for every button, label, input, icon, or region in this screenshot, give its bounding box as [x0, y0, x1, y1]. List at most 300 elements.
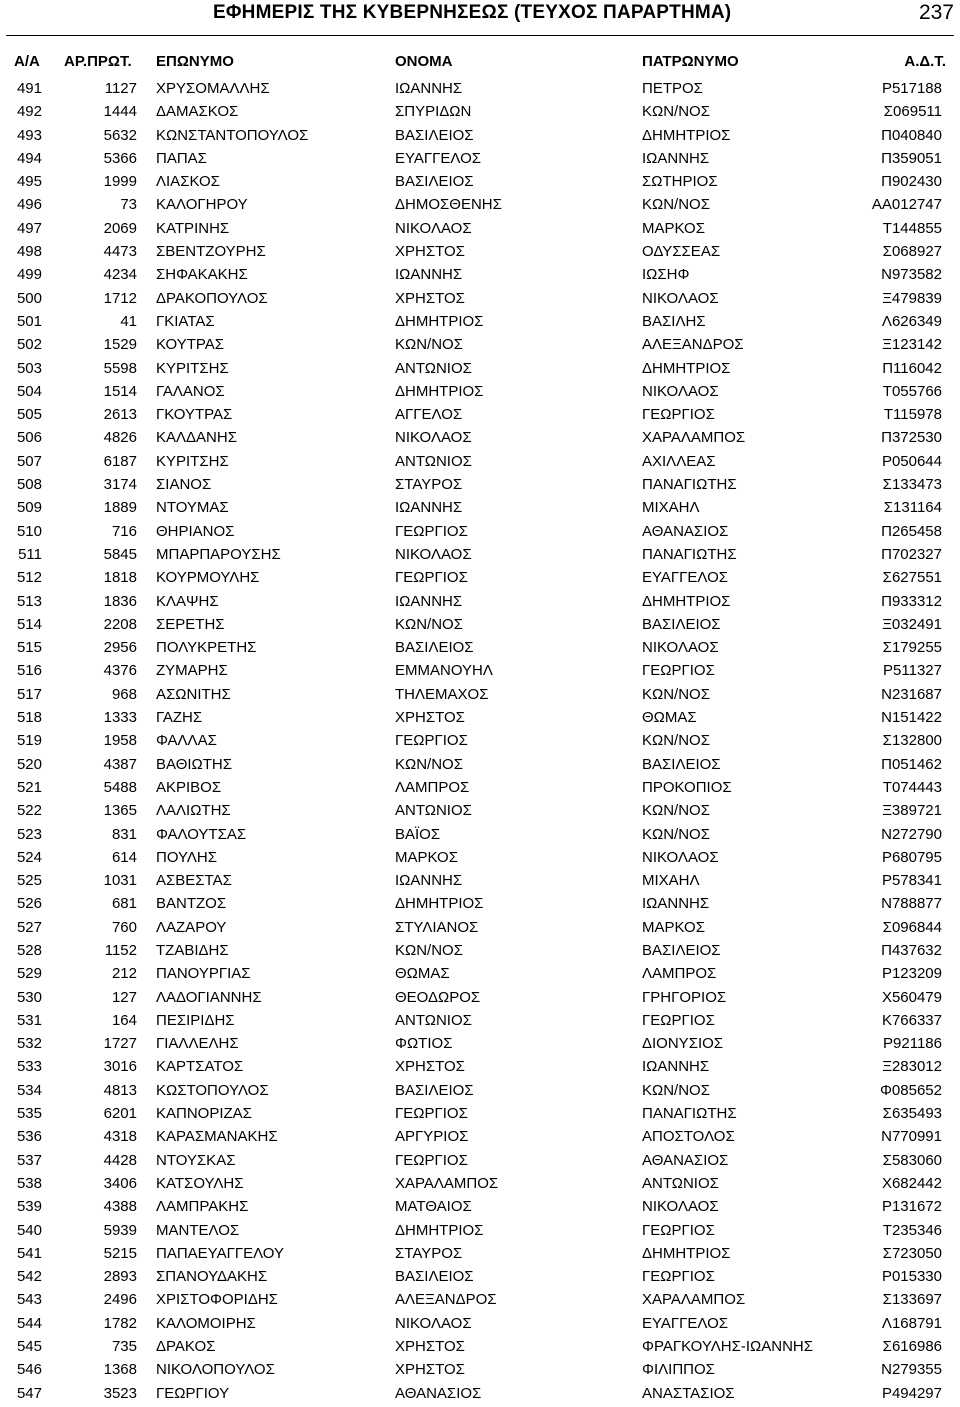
cell-father-name: ΕΥΑΓΓΕΛΟΣ: [642, 569, 729, 587]
table-row: [0, 1197, 960, 1220]
cell-first-name: ΧΡΗΣΤΟΣ: [395, 1338, 465, 1356]
gazette-title: ΕΦΗΜΕΡΙΣ ΤΗΣ ΚΥΒΕΡΝΗΣΕΩΣ (ΤΕΥΧΟΣ ΠΑΡΑΡΤΗΜΑ): [213, 2, 732, 23]
cell-id-number: Σ131164: [883, 499, 942, 517]
table-row: [0, 661, 960, 684]
table-row: [0, 1267, 960, 1290]
cell-father-name: ΝΙΚΟΛΑΟΣ: [642, 289, 719, 307]
cell-father-name: ΜΑΡΚΟΣ: [642, 219, 705, 237]
cell-aa: 515: [16, 639, 42, 657]
cell-id-number: Σ627551: [882, 569, 942, 587]
cell-surname: ΠΑΠΑΣ: [156, 149, 207, 167]
cell-father-name: ΕΥΑΓΓΕΛΟΣ: [642, 1314, 729, 1332]
cell-protocol-number: 164: [111, 1011, 137, 1029]
cell-first-name: ΜΑΡΚΟΣ: [395, 848, 458, 866]
cell-aa: 519: [16, 732, 42, 750]
cell-surname: ΠΕΣΙΡΙΔΗΣ: [156, 1011, 235, 1029]
cell-aa: 523: [16, 825, 42, 843]
cell-first-name: ΦΩΤΙΟΣ: [395, 1035, 453, 1053]
cell-id-number: Τ115978: [883, 406, 942, 424]
cell-id-number: Τ055766: [882, 382, 942, 400]
cell-aa: 492: [16, 103, 42, 121]
cell-aa: 533: [16, 1058, 42, 1076]
cell-father-name: ΓΕΩΡΓΙΟΣ: [642, 1268, 715, 1286]
cell-id-number: Σ635493: [882, 1105, 942, 1123]
cell-father-name: ΝΙΚΟΛΑΟΣ: [642, 382, 719, 400]
cell-protocol-number: 4387: [103, 755, 137, 773]
cell-id-number: Λ168791: [881, 1314, 942, 1332]
cell-id-number: Ρ511327: [883, 662, 942, 680]
cell-protocol-number: 1889: [103, 499, 137, 517]
cell-id-number: Τ074443: [882, 778, 942, 796]
table-row: [0, 522, 960, 545]
cell-surname: ΚΛΑΨΗΣ: [156, 592, 219, 610]
cell-id-number: Π702327: [881, 545, 942, 563]
cell-id-number: Τ144855: [882, 219, 942, 237]
cell-id-number: Ν770991: [881, 1128, 942, 1146]
cell-surname: ΧΡΙΣΤΟΦΟΡΙΔΗΣ: [156, 1291, 278, 1309]
cell-id-number: Ρ517188: [881, 80, 942, 97]
cell-protocol-number: 1727: [103, 1035, 137, 1053]
cell-father-name: ΠΑΝΑΓΙΩΤΗΣ: [642, 545, 737, 563]
cell-first-name: ΙΩΑΝΝΗΣ: [395, 266, 463, 284]
cell-surname: ΣΙΑΝΟΣ: [156, 476, 212, 494]
cell-id-number: Σ133473: [882, 476, 942, 494]
cell-surname: ΚΑΛΟΓΗΡΟΥ: [156, 196, 248, 214]
cell-aa: 529: [16, 965, 42, 983]
cell-id-number: Ξ032491: [882, 615, 942, 633]
table-row: [0, 1151, 960, 1174]
cell-first-name: ΔΗΜΗΤΡΙΟΣ: [395, 1221, 484, 1239]
cell-id-number: Σ068927: [882, 243, 942, 261]
cell-surname: ΒΑΘΙΩΤΗΣ: [156, 755, 233, 773]
cell-father-name: ΠΡΟΚΟΠΙΟΣ: [642, 778, 732, 796]
cell-father-name: ΝΙΚΟΛΑΟΣ: [642, 848, 719, 866]
cell-id-number: Σ616986: [882, 1338, 942, 1356]
cell-protocol-number: 760: [111, 918, 137, 936]
cell-surname: ΚΥΡΙΤΣΗΣ: [156, 359, 229, 377]
cell-aa: 494: [16, 149, 42, 167]
cell-first-name: ΝΙΚΟΛΑΟΣ: [395, 545, 472, 563]
cell-father-name: ΓΕΩΡΓΙΟΣ: [642, 1011, 715, 1029]
table-row: [0, 708, 960, 731]
cell-aa: 500: [16, 289, 42, 307]
cell-first-name: ΙΩΑΝΝΗΣ: [395, 499, 463, 517]
cell-protocol-number: 2613: [103, 406, 137, 424]
cell-surname: ΓΕΩΡΓΙΟΥ: [156, 1384, 230, 1402]
cell-aa: 493: [16, 126, 42, 144]
cell-protocol-number: 3174: [103, 476, 137, 494]
cell-father-name: ΓΕΩΡΓΙΟΣ: [642, 662, 715, 680]
cell-first-name: ΒΑΣΙΛΕΙΟΣ: [395, 639, 474, 657]
cell-id-number: Φ085652: [879, 1081, 942, 1099]
cell-father-name: ΒΑΣΙΛΕΙΟΣ: [642, 755, 721, 773]
cell-father-name: ΠΑΝΑΓΙΩΤΗΣ: [642, 1105, 737, 1123]
cell-protocol-number: 1031: [103, 872, 137, 890]
cell-first-name: ΔΗΜΟΣΘΕΝΗΣ: [395, 196, 502, 214]
cell-protocol-number: 5939: [103, 1221, 137, 1239]
cell-aa: 518: [16, 709, 42, 727]
cell-surname: ΠΑΠΑΕΥΑΓΓΕΛΟΥ: [156, 1244, 284, 1262]
table-row: [0, 498, 960, 521]
table-row: [0, 1174, 960, 1197]
cell-id-number: Ν788877: [881, 895, 942, 913]
cell-surname: ΚΑΡΑΣΜΑΝΑΚΗΣ: [156, 1128, 278, 1146]
cell-protocol-number: 5366: [103, 149, 137, 167]
cell-first-name: ΓΕΩΡΓΙΟΣ: [395, 1151, 468, 1169]
cell-aa: 520: [16, 755, 42, 773]
cell-first-name: ΣΠΥΡΙΔΩΝ: [395, 103, 472, 121]
cell-protocol-number: 212: [111, 965, 137, 983]
cell-father-name: ΜΙΧΑΗΛ: [642, 499, 700, 517]
cell-aa: 542: [16, 1268, 42, 1286]
cell-first-name: ΧΡΗΣΤΟΣ: [395, 289, 465, 307]
cell-id-number: Σ096844: [882, 918, 942, 936]
cell-aa: 502: [16, 336, 42, 354]
cell-first-name: ΑΝΤΩΝΙΟΣ: [395, 359, 472, 377]
cell-protocol-number: 3523: [103, 1384, 137, 1402]
cell-id-number: Ν231687: [881, 685, 942, 703]
cell-surname: ΑΣΩΝΙΤΗΣ: [156, 685, 231, 703]
cell-protocol-number: 3406: [103, 1174, 137, 1192]
cell-surname: ΔΡΑΚΟΠΟΥΛΟΣ: [156, 289, 268, 307]
table-row: [0, 871, 960, 894]
cell-father-name: ΑΛΕΞΑΝΔΡΟΣ: [642, 336, 744, 354]
cell-surname: ΒΑΝΤΖΟΣ: [156, 895, 227, 913]
cell-father-name: ΑΝΤΩΝΙΟΣ: [642, 1174, 719, 1192]
table-row: [0, 242, 960, 265]
cell-aa: 503: [16, 359, 42, 377]
cell-protocol-number: 2069: [103, 219, 137, 237]
cell-id-number: ΑΑ012747: [871, 196, 942, 214]
cell-id-number: Π040840: [881, 126, 942, 144]
cell-father-name: ΓΕΩΡΓΙΟΣ: [642, 1221, 715, 1239]
cell-id-number: Ρ921186: [883, 1035, 942, 1053]
cell-first-name: ΕΜΜΑΝΟΥΗΛ: [395, 662, 493, 680]
cell-id-number: Π051462: [881, 755, 942, 773]
table-row: [0, 638, 960, 661]
cell-protocol-number: 1836: [103, 592, 137, 610]
cell-father-name: ΦΡΑΓΚΟΥΛΗΣ-ΙΩΑΝΝΗΣ: [642, 1338, 814, 1356]
cell-protocol-number: 2893: [103, 1268, 137, 1286]
cell-first-name: ΓΕΩΡΓΙΟΣ: [395, 732, 468, 750]
table-row: [0, 988, 960, 1011]
cell-aa: 514: [16, 615, 42, 633]
cell-first-name: ΝΙΚΟΛΑΟΣ: [395, 219, 472, 237]
cell-aa: 536: [16, 1128, 42, 1146]
cell-father-name: ΑΘΑΝΑΣΙΟΣ: [642, 522, 729, 540]
cell-father-name: ΚΩΝ/ΝΟΣ: [642, 196, 710, 214]
cell-father-name: ΟΔΥΣΣΕΑΣ: [642, 243, 721, 261]
cell-surname: ΚΟΥΤΡΑΣ: [156, 336, 225, 354]
cell-aa: 537: [16, 1151, 42, 1169]
cell-protocol-number: 4428: [103, 1151, 137, 1169]
cell-aa: 496: [16, 196, 42, 214]
cell-father-name: ΒΑΣΙΛΕΙΟΣ: [642, 941, 721, 959]
cell-id-number: Ξ123142: [882, 336, 942, 354]
cell-father-name: ΠΑΝΑΓΙΩΤΗΣ: [642, 476, 737, 494]
cell-aa: 507: [16, 452, 42, 470]
cell-father-name: ΦΙΛΙΠΠΟΣ: [642, 1361, 715, 1379]
cell-protocol-number: 5215: [103, 1244, 137, 1262]
table-row: [0, 1011, 960, 1034]
table-row: [0, 918, 960, 941]
cell-father-name: ΜΑΡΚΟΣ: [642, 918, 705, 936]
cell-aa: 544: [16, 1314, 42, 1332]
cell-surname: ΣΕΡΕΤΗΣ: [156, 615, 225, 633]
cell-surname: ΑΣΒΕΣΤΑΣ: [156, 872, 232, 890]
cell-first-name: ΙΩΑΝΝΗΣ: [395, 872, 463, 890]
cell-first-name: ΣΤΥΛΙΑΝΟΣ: [395, 918, 479, 936]
cell-protocol-number: 6187: [103, 452, 137, 470]
cell-surname: ΚΥΡΙΤΣΗΣ: [156, 452, 229, 470]
cell-aa: 508: [16, 476, 42, 494]
cell-surname: ΛΑΖΑΡΟΥ: [156, 918, 227, 936]
cell-father-name: ΚΩΝ/ΝΟΣ: [642, 103, 710, 121]
cell-id-number: Π372530: [881, 429, 942, 447]
cell-id-number: Π437632: [881, 941, 942, 959]
cell-first-name: ΙΩΑΝΝΗΣ: [395, 80, 463, 97]
cell-aa: 516: [16, 662, 42, 680]
cell-protocol-number: 127: [111, 988, 137, 1006]
cell-protocol-number: 4388: [103, 1198, 137, 1216]
table-row: [0, 848, 960, 871]
cell-father-name: ΔΗΜΗΤΡΙΟΣ: [642, 592, 731, 610]
cell-aa: 543: [16, 1291, 42, 1309]
cell-protocol-number: 4234: [103, 266, 137, 284]
cell-father-name: ΜΙΧΑΗΛ: [642, 872, 700, 890]
cell-protocol-number: 681: [111, 895, 137, 913]
cell-surname: ΠΟΥΛΗΣ: [156, 848, 218, 866]
cell-aa: 538: [16, 1174, 42, 1192]
cell-first-name: ΚΩΝ/ΝΟΣ: [395, 755, 463, 773]
cell-surname: ΣΒΕΝΤΖΟΥΡΗΣ: [156, 243, 266, 261]
cell-surname: ΠΟΛΥΚΡΕΤΗΣ: [156, 639, 257, 657]
cell-aa: 531: [16, 1011, 42, 1029]
cell-protocol-number: 1712: [103, 289, 137, 307]
cell-protocol-number: 1368: [103, 1361, 137, 1379]
cell-id-number: Π116042: [882, 359, 942, 377]
cell-surname: ΝΙΚΟΛΟΠΟΥΛΟΣ: [156, 1361, 275, 1379]
cell-surname: ΤΖΑΒΙΔΗΣ: [156, 941, 229, 959]
cell-first-name: ΧΡΗΣΤΟΣ: [395, 1361, 465, 1379]
cell-first-name: ΑΘΑΝΑΣΙΟΣ: [395, 1384, 482, 1402]
cell-protocol-number: 2496: [103, 1291, 137, 1309]
cell-aa: 504: [16, 382, 42, 400]
cell-first-name: ΑΛΕΞΑΝΔΡΟΣ: [395, 1291, 497, 1309]
cell-first-name: ΣΤΑΥΡΟΣ: [395, 1244, 463, 1262]
table-row: [0, 1290, 960, 1313]
cell-id-number: Σ132800: [882, 732, 942, 750]
cell-first-name: ΓΕΩΡΓΙΟΣ: [395, 1105, 468, 1123]
column-header-id-number: Α.Δ.Τ.: [904, 53, 946, 70]
cell-aa: 501: [16, 312, 42, 330]
table-row: [0, 568, 960, 591]
cell-father-name: ΒΑΣΙΛΕΙΟΣ: [642, 615, 721, 633]
cell-first-name: ΔΗΜΗΤΡΙΟΣ: [395, 312, 484, 330]
cell-first-name: ΝΙΚΟΛΑΟΣ: [395, 1314, 472, 1332]
cell-protocol-number: 1152: [104, 941, 137, 959]
cell-father-name: ΓΡΗΓΟΡΙΟΣ: [642, 988, 727, 1006]
table-row: [0, 894, 960, 917]
cell-protocol-number: 5488: [103, 778, 137, 796]
cell-aa: 491: [16, 80, 42, 97]
table-row: [0, 359, 960, 382]
table-row: [0, 778, 960, 801]
cell-surname: ΚΑΛΔΑΝΗΣ: [156, 429, 237, 447]
cell-surname: ΛΑΛΙΩΤΗΣ: [156, 802, 231, 820]
cell-surname: ΔΑΜΑΣΚΟΣ: [156, 103, 239, 121]
cell-aa: 512: [16, 569, 42, 587]
table-row: [0, 755, 960, 778]
table-row: [0, 289, 960, 312]
cell-id-number: Ν973582: [881, 266, 942, 284]
cell-aa: 547: [16, 1384, 42, 1402]
cell-protocol-number: 6201: [103, 1105, 137, 1123]
table-row: [0, 545, 960, 568]
cell-protocol-number: 1333: [103, 709, 137, 727]
cell-first-name: ΙΩΑΝΝΗΣ: [395, 592, 463, 610]
cell-first-name: ΔΗΜΗΤΡΙΟΣ: [395, 895, 484, 913]
cell-id-number: Π902430: [881, 173, 942, 191]
table-row: [0, 195, 960, 218]
cell-id-number: Χ682442: [881, 1174, 942, 1192]
table-row: [0, 265, 960, 288]
table-row: [0, 1127, 960, 1150]
cell-father-name: ΑΝΑΣΤΑΣΙΟΣ: [642, 1384, 735, 1402]
cell-surname: ΝΤΟΥΜΑΣ: [156, 499, 229, 517]
cell-surname: ΜΠΑΡΠΑΡΟΥΣΗΣ: [156, 545, 281, 563]
table-row: [0, 102, 960, 125]
cell-first-name: ΑΓΓΕΛΟΣ: [395, 406, 463, 424]
cell-id-number: Ξ389721: [882, 802, 942, 820]
cell-protocol-number: 3016: [103, 1058, 137, 1076]
cell-id-number: Σ133697: [882, 1291, 942, 1309]
cell-protocol-number: 73: [120, 196, 137, 214]
cell-surname: ΧΡΥΣΟΜΑΛΛΗΣ: [156, 80, 270, 97]
cell-protocol-number: 968: [111, 685, 137, 703]
cell-protocol-number: 2208: [103, 615, 137, 633]
cell-protocol-number: 1365: [103, 802, 137, 820]
table-row: [0, 475, 960, 498]
table-row: [0, 615, 960, 638]
cell-id-number: Ρ015330: [881, 1268, 942, 1286]
cell-first-name: ΤΗΛΕΜΑΧΟΣ: [395, 685, 489, 703]
cell-surname: ΦΑΛΟΥΤΣΑΣ: [156, 825, 247, 843]
table-row: [0, 452, 960, 475]
table-row: [0, 1384, 960, 1407]
cell-id-number: Ν151422: [881, 709, 942, 727]
table-row: [0, 1360, 960, 1383]
table-row: [0, 964, 960, 987]
cell-surname: ΔΡΑΚΟΣ: [156, 1338, 216, 1356]
cell-first-name: ΧΡΗΣΤΟΣ: [395, 709, 465, 727]
cell-father-name: ΓΕΩΡΓΙΟΣ: [642, 406, 715, 424]
cell-surname: ΠΑΝΟΥΡΓΙΑΣ: [156, 965, 251, 983]
cell-father-name: ΙΩΣΗΦ: [642, 266, 690, 284]
cell-surname: ΘΗΡΙΑΝΟΣ: [156, 522, 235, 540]
cell-surname: ΜΑΝΤΕΛΟΣ: [156, 1221, 240, 1239]
table-row: [0, 382, 960, 405]
cell-surname: ΓΑΛΑΝΟΣ: [156, 382, 225, 400]
cell-aa: 509: [16, 499, 42, 517]
table-row: [0, 592, 960, 615]
table-row: [0, 1057, 960, 1080]
cell-surname: ΣΠΑΝΟΥΔΑΚΗΣ: [156, 1268, 268, 1286]
cell-surname: ΛΑΔΟΓΙΑΝΝΗΣ: [156, 988, 262, 1006]
table-row: [0, 335, 960, 358]
cell-protocol-number: 1529: [103, 336, 137, 354]
column-header-surname: ΕΠΩΝΥΜΟ: [156, 53, 234, 70]
cell-first-name: ΜΑΤΘΑΙΟΣ: [395, 1198, 472, 1216]
cell-aa: 546: [16, 1361, 42, 1379]
table-row: [0, 825, 960, 848]
cell-protocol-number: 5632: [103, 126, 137, 144]
cell-first-name: ΒΑΣΙΛΕΙΟΣ: [395, 1081, 474, 1099]
cell-first-name: ΧΡΗΣΤΟΣ: [395, 1058, 465, 1076]
cell-surname: ΛΙΑΣΚΟΣ: [156, 173, 220, 191]
cell-father-name: ΣΩΤΗΡΙΟΣ: [642, 173, 718, 191]
cell-first-name: ΓΕΩΡΓΙΟΣ: [395, 569, 468, 587]
cell-aa: 539: [16, 1198, 42, 1216]
cell-id-number: Σ179255: [882, 639, 942, 657]
cell-surname: ΑΚΡΙΒΟΣ: [156, 778, 222, 796]
table-row: [0, 79, 960, 102]
table-row: [0, 1314, 960, 1337]
cell-protocol-number: 1514: [103, 382, 137, 400]
table-body: [0, 79, 960, 1407]
cell-aa: 505: [16, 406, 42, 424]
cell-id-number: Ρ494297: [881, 1384, 942, 1402]
table-row: [0, 801, 960, 824]
cell-surname: ΝΤΟΥΣΚΑΣ: [156, 1151, 236, 1169]
table-row: [0, 731, 960, 754]
column-header-aa: Α/Α: [14, 53, 40, 70]
cell-id-number: Π265458: [881, 522, 942, 540]
cell-first-name: ΕΥΑΓΓΕΛΟΣ: [395, 149, 482, 167]
cell-id-number: Κ766337: [881, 1011, 942, 1029]
cell-protocol-number: 5845: [103, 545, 137, 563]
cell-aa: 510: [16, 522, 42, 540]
cell-first-name: ΘΩΜΑΣ: [395, 965, 450, 983]
cell-protocol-number: 4473: [103, 243, 137, 261]
cell-aa: 498: [16, 243, 42, 261]
cell-aa: 524: [16, 848, 42, 866]
cell-father-name: ΙΩΑΝΝΗΣ: [642, 895, 710, 913]
cell-protocol-number: 4826: [103, 429, 137, 447]
cell-id-number: Ν272790: [881, 825, 942, 843]
cell-surname: ΓΙΑΛΛΕΛΗΣ: [156, 1035, 239, 1053]
cell-first-name: ΔΗΜΗΤΡΙΟΣ: [395, 382, 484, 400]
table-row: [0, 405, 960, 428]
cell-surname: ΣΗΦΑΚΑΚΗΣ: [156, 266, 248, 284]
cell-surname: ΖΥΜΑΡΗΣ: [156, 662, 228, 680]
cell-father-name: ΔΗΜΗΤΡΙΟΣ: [642, 1244, 731, 1262]
cell-surname: ΚΩΝΣΤΑΝΤΟΠΟΥΛΟΣ: [156, 126, 309, 144]
cell-id-number: Ρ131672: [881, 1198, 942, 1216]
cell-father-name: ΧΑΡΑΛΑΜΠΟΣ: [642, 1291, 746, 1309]
cell-surname: ΚΩΣΤΟΠΟΥΛΟΣ: [156, 1081, 269, 1099]
cell-aa: 532: [16, 1035, 42, 1053]
cell-id-number: Χ560479: [881, 988, 942, 1006]
cell-father-name: ΒΑΣΙΛΗΣ: [642, 312, 706, 330]
cell-id-number: Ρ123209: [881, 965, 942, 983]
cell-first-name: ΚΩΝ/ΝΟΣ: [395, 336, 463, 354]
cell-first-name: ΑΝΤΩΝΙΟΣ: [395, 802, 472, 820]
cell-first-name: ΒΑΣΙΛΕΙΟΣ: [395, 126, 474, 144]
cell-father-name: ΚΩΝ/ΝΟΣ: [642, 732, 710, 750]
cell-father-name: ΧΑΡΑΛΑΜΠΟΣ: [642, 429, 746, 447]
cell-protocol-number: 1782: [103, 1314, 137, 1332]
